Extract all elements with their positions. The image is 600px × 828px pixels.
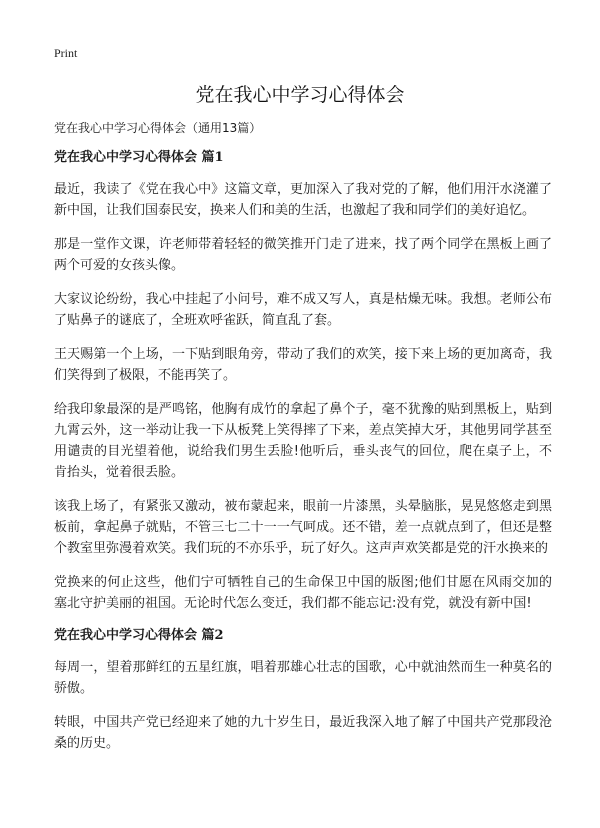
paragraph: 该我上场了，有紧张又激动，被布蒙起来，眼前一片漆黑，头晕脑胀，晃晃悠悠走到黑板前，拿起鼻子就贴，不管三七二十一一气呵成。还不错，差一点就点到了，但还是整个教室里弥漫着欢笑。我们玩的不亦乐乎，玩了好久。这声声欢笑都是党的汗水换来的 xyxy=(54,499,552,556)
section-heading: 党在我心中学习心得体会 篇1 xyxy=(54,150,224,165)
paragraph: 每周一，望着那鲜红的五星红旗，唱着那雄心壮志的国歌，心中就油然而生一种莫名的骄傲。 xyxy=(54,660,552,696)
paragraph: 给我印象最深的是严鸣铭，他胸有成竹的拿起了鼻个子，毫不犹豫的贴到黑板上，贴到九霄云外，这一举动让我一下从板凳上笑得摔了下来，差点笑掉大牙，其他男同学甚至用谴责的目光望着他，说给我们男生丢脸!他听后，垂头丧气的回位，爬在桌子上，不肯抬头，觉着很丢脸。 xyxy=(54,402,552,480)
paragraph: 那是一堂作文课，许老师带着轻轻的微笑推开门走了进来，找了两个同学在黑板上画了两个可爱的女孩头像。 xyxy=(54,237,552,273)
document-title: 党在我心中学习心得体会 xyxy=(195,84,405,106)
paragraph: 最近，我读了《党在我心中》这篇文章，更加深入了我对党的了解，他们用汗水浇灌了新中国，让我们国泰民安，换来人们和美的生活，也激起了我和同学们的美好追忆。 xyxy=(54,182,552,218)
paragraph: 王天赐第一个上场，一下贴到眼角旁，带动了我们的欢笑，接下来上场的更加离奇，我们笑得到了极限，不能再笑了。 xyxy=(54,347,552,383)
section-2 xyxy=(54,627,552,754)
section-heading: 党在我心中学习心得体会 篇2 xyxy=(54,628,224,643)
paragraph: 转眼，中国共产党已经迎来了她的九十岁生日，最近我深入地了解了中国共产党那段沧桑的历史。 xyxy=(54,715,552,751)
paragraph: 大家议论纷纷，我心中挂起了小问号，难不成又写人，真是枯燥无味。我想。老师公布了贴鼻子的谜底了，全班欢呼雀跃，简直乱了套。 xyxy=(54,292,552,328)
document-body xyxy=(54,119,552,767)
section-1 xyxy=(54,149,552,614)
print-label: Print xyxy=(54,46,78,60)
paragraph: 党换来的何止这些，他们宁可牺牲自己的生命保卫中国的版图;他们甘愿在风雨交加的塞北守护美丽的祖国。无论时代怎么变迁，我们都不能忘记:没有党，就没有新中国! xyxy=(54,575,552,611)
document-subtitle: 党在我心中学习心得体会（通用13篇） xyxy=(54,121,262,135)
